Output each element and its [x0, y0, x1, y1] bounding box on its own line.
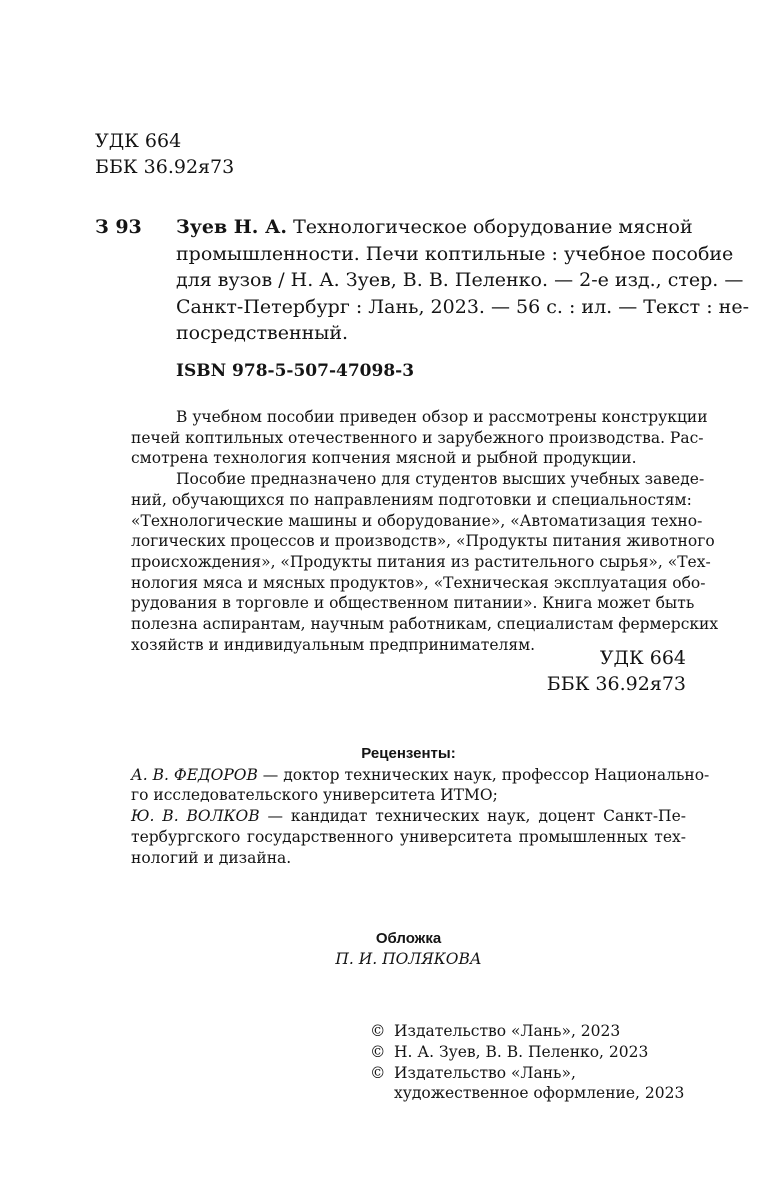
biblio-line: Зуев Н. А. Технологическое оборудование мясной [176, 216, 693, 238]
abstract-line: «Технологические машины и оборудование», «Автоматизация техно- [131, 511, 703, 530]
reviewer-line: А. В. ФЕДОРОВ — доктор технических наук, профессор Национально- [131, 765, 710, 784]
abstract-line: логических процессов и производств», «Продукты питания животного [131, 532, 715, 551]
abstract-line: смотрена технология копчения мясной и рыбной продукции. [131, 449, 637, 468]
udk-code: УДК 664 [95, 130, 182, 152]
reviewers [131, 744, 710, 868]
reviewer-line: нологий и дизайна. [131, 848, 292, 867]
copyright-line: © Н. А. Зуев, В. В. Пеленко, 2023 [370, 1042, 649, 1061]
abstract [131, 407, 719, 655]
bibliographic-description [176, 214, 750, 347]
copyright-icon: © [370, 1063, 386, 1082]
abstract-line: ний, обучающихся по направлениям подготовки и специальностям: [131, 490, 692, 509]
biblio-line: для вузов / Н. А. Зуев, В. В. Пеленко. — 2-е изд., стер. — [176, 269, 744, 291]
udk-block-top [95, 128, 234, 180]
copyright-icon: © [370, 1042, 386, 1061]
abstract-line: печей коптильных отечественного и зарубежного производства. Рас- [131, 428, 704, 447]
reviewer-name: А. В. ФЕДОРОВ [131, 765, 258, 784]
isbn: ISBN 978-5-507-47098-3 [176, 361, 415, 381]
cover-credit [131, 929, 686, 969]
abstract-line: В учебном пособии приведен обзор и рассмотрены конструкции [176, 408, 708, 426]
abstract-line: происхождения», «Продукты питания из растительного сырья», «Тех- [131, 552, 711, 571]
udk-block-right [547, 645, 686, 697]
abstract-line: нология мяса и мясных продуктов», «Техническая эксплуатация обо- [131, 573, 706, 592]
copyright-line: художественное оформление, 2023 [394, 1084, 685, 1103]
abstract-line: полезна аспирантам, научным работникам, специалистам фермерских [131, 615, 719, 634]
biblio-line: Санкт-Петербург : Лань, 2023. — 56 с. : ил. — Текст : не- [176, 295, 750, 318]
abstract-line: Пособие предназначено для студентов высших учебных заведе- [176, 470, 705, 489]
reviewer-line: го исследовательского университета ИТМО; [131, 786, 498, 805]
abstract-line: хозяйств и индивидуальным предпринимателям. [131, 635, 536, 654]
author-mark: З 93 [95, 216, 142, 238]
reviewer-name: Ю. В. ВОЛКОВ [131, 807, 260, 826]
reviewer-line: тербургского государственного университета промышленных тех- [131, 827, 686, 846]
copyright-block [370, 1021, 684, 1104]
udk-code: УДК 664 [599, 647, 686, 669]
biblio-line: промышленности. Печи коптильные : учебное пособие [176, 242, 734, 265]
reviewers-heading: Рецензенты: [361, 745, 456, 762]
cover-heading: Обложка [375, 930, 442, 947]
abstract-line: рудования в торговле и общественном питании». Книга может быть [131, 594, 695, 613]
copyright-line: © Издательство «Лань», [370, 1063, 576, 1082]
cover-designer: П. И. ПОЛЯКОВА [335, 950, 482, 968]
bbk-code: ББК 36.92я73 [546, 673, 686, 695]
copyright-line: © Издательство «Лань», 2023 [370, 1022, 621, 1040]
copyright-icon: © [370, 1022, 386, 1040]
bbk-code: ББК 36.92я73 [95, 156, 235, 178]
biblio-line: посредственный. [176, 322, 349, 344]
author-name: Зуев Н. А. [176, 216, 288, 238]
reviewer-line: Ю. В. ВОЛКОВ — кандидат технических наук, доцент Санкт-Пе- [131, 807, 686, 826]
